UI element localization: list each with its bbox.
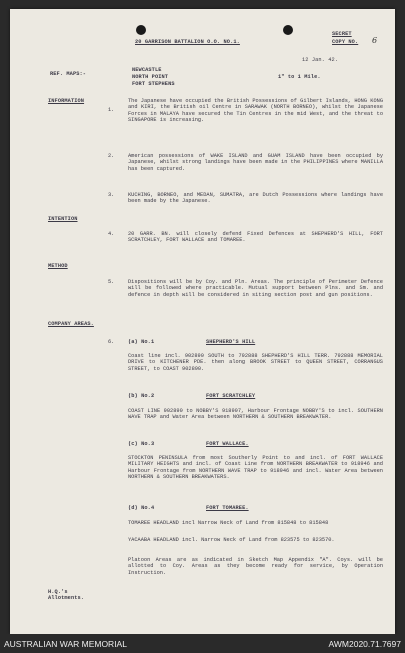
section-intention: INTENTION [48, 216, 78, 222]
map-scale: 1" to 1 Mile. [278, 74, 321, 80]
doc-title: 20 GARRISON BATTALION O.O. NO.1. [135, 39, 240, 45]
para-intention: 20 GARR. BN. will closely defend Fixed Defences at SHEPHERD'S HILL, FORT SCRATCHLEY, FORT WALLACE and TOMAREE. [128, 231, 383, 244]
para-method: Dispositions will be by Coy. and Pln. Areas. The principle of Perimeter Defence will be followed where practicable. Mutual support between Plns. and Sm. and defence in depth will be considered in siting section post and gun positions. [128, 279, 383, 298]
company-4-label: (d) No.4 [128, 505, 155, 511]
copy-label: COPY NO. [332, 39, 359, 45]
document-page [10, 9, 395, 634]
company-3-name: FORT WALLACE. [206, 441, 249, 447]
punch-hole [136, 25, 146, 35]
company-3-area: STOCKTON PENINSULA from most Southerly Point to and incl. of FORT WALLACE MILITARY HEIGHTS and incl. of Coast Line from NORTHERN BREAKWATER to 918946 and Harbour Frontage from NORTHERN WAVE TRAP to 918946 and incl. Water Area between NORTHERN & SOUTHERN BREAKWATERS. [128, 455, 383, 481]
footer-institution: AUSTRALIAN WAR MEMORIAL [4, 639, 127, 649]
company-2-label: (b) No.2 [128, 393, 155, 399]
archive-footer [0, 634, 405, 653]
map-3: FORT STEPHENS [132, 81, 175, 87]
para-platoon-areas: Platoon Areas are as indicated in Sketch Map Appendix "A". Coys. will be allotted to Coy. Areas as they become ready for service, by Operation Instruction. [128, 557, 383, 576]
company-4-area-2: YACAABA HEADLAND incl. Narrow Neck of Land from 823575 to 823570. [128, 537, 335, 543]
company-1-label: (a) No.1 [128, 339, 155, 345]
section-information: INFORMATION [48, 98, 85, 104]
footer-accession: AWM2020.71.7697 [328, 639, 401, 649]
para-number: 6. [108, 339, 115, 345]
company-4-name: FORT TOMAREE. [206, 505, 249, 511]
para-number: 2. [108, 153, 115, 159]
copy-number: 6 [372, 36, 378, 45]
section-hq-allotments: H.Q.'s Allotments. [48, 589, 85, 602]
map-2: NORTH POINT [132, 74, 169, 80]
para-information-2: American possessions of WAKE ISLAND and GUAM ISLAND have been occupied by Japanese, whilst strong landings have been made in the PHILIPPINES where MANILLA has been captured. [128, 153, 383, 172]
section-method: METHOD [48, 263, 68, 269]
security-label: SECRET [332, 31, 352, 37]
punch-hole [283, 25, 293, 35]
ref-maps-label: REF. MAPS:- [50, 71, 87, 77]
date: 12 Jan. 42. [302, 57, 339, 63]
para-information-3: KUCHING, BORNEO, and MEDAN, SUMATRA, are Dutch Possessions where landings have been made by the Japanese. [128, 192, 383, 205]
company-2-name: FORT SCRATCHLEY [206, 393, 256, 399]
company-4-area-1: TOMAREE HEADLAND incl Narrow Neck of Land from 815848 to 815848 [128, 520, 329, 526]
para-number: 3. [108, 192, 115, 198]
para-number: 4. [108, 231, 115, 237]
para-number: 1. [108, 107, 115, 113]
company-2-area: COAST LINE 902890 to NOBBY'S 918907, Harbour Frontage NOBBY'S to incl. SOUTHERN WAVE TRAP and Water Area between NORTHERN & SOUTHERN BREAKWATER. [128, 408, 383, 421]
section-company-areas: COMPANY AREAS. [48, 321, 94, 327]
company-1-area: Coast line incl. 902890 SOUTH to 792888 SHEPHERD'S HILL TERR. 792888 MEMORIAL DRIVE to KITCHENER PDE. then along BROOK STREET to QUEEN STREET, CORRANGUS STREET, to COAST 902890. [128, 353, 383, 372]
company-3-label: (c) No.3 [128, 441, 155, 447]
map-1: NEWCASTLE [132, 67, 162, 73]
para-information-1: The Japanese have occupied the British Possessions of Gilbert Islands, HONG KONG and KIRI, the British oil Centre in SARAWAK (NORTH BORNEO), whilst the Japanese Forces in MALAYA have secured the Tin Centres in the mid West, and the threat to SINGAPORE is increasing. [128, 98, 383, 124]
para-number: 5. [108, 279, 115, 285]
company-1-name: SHEPHERD'S HILL [206, 339, 256, 345]
